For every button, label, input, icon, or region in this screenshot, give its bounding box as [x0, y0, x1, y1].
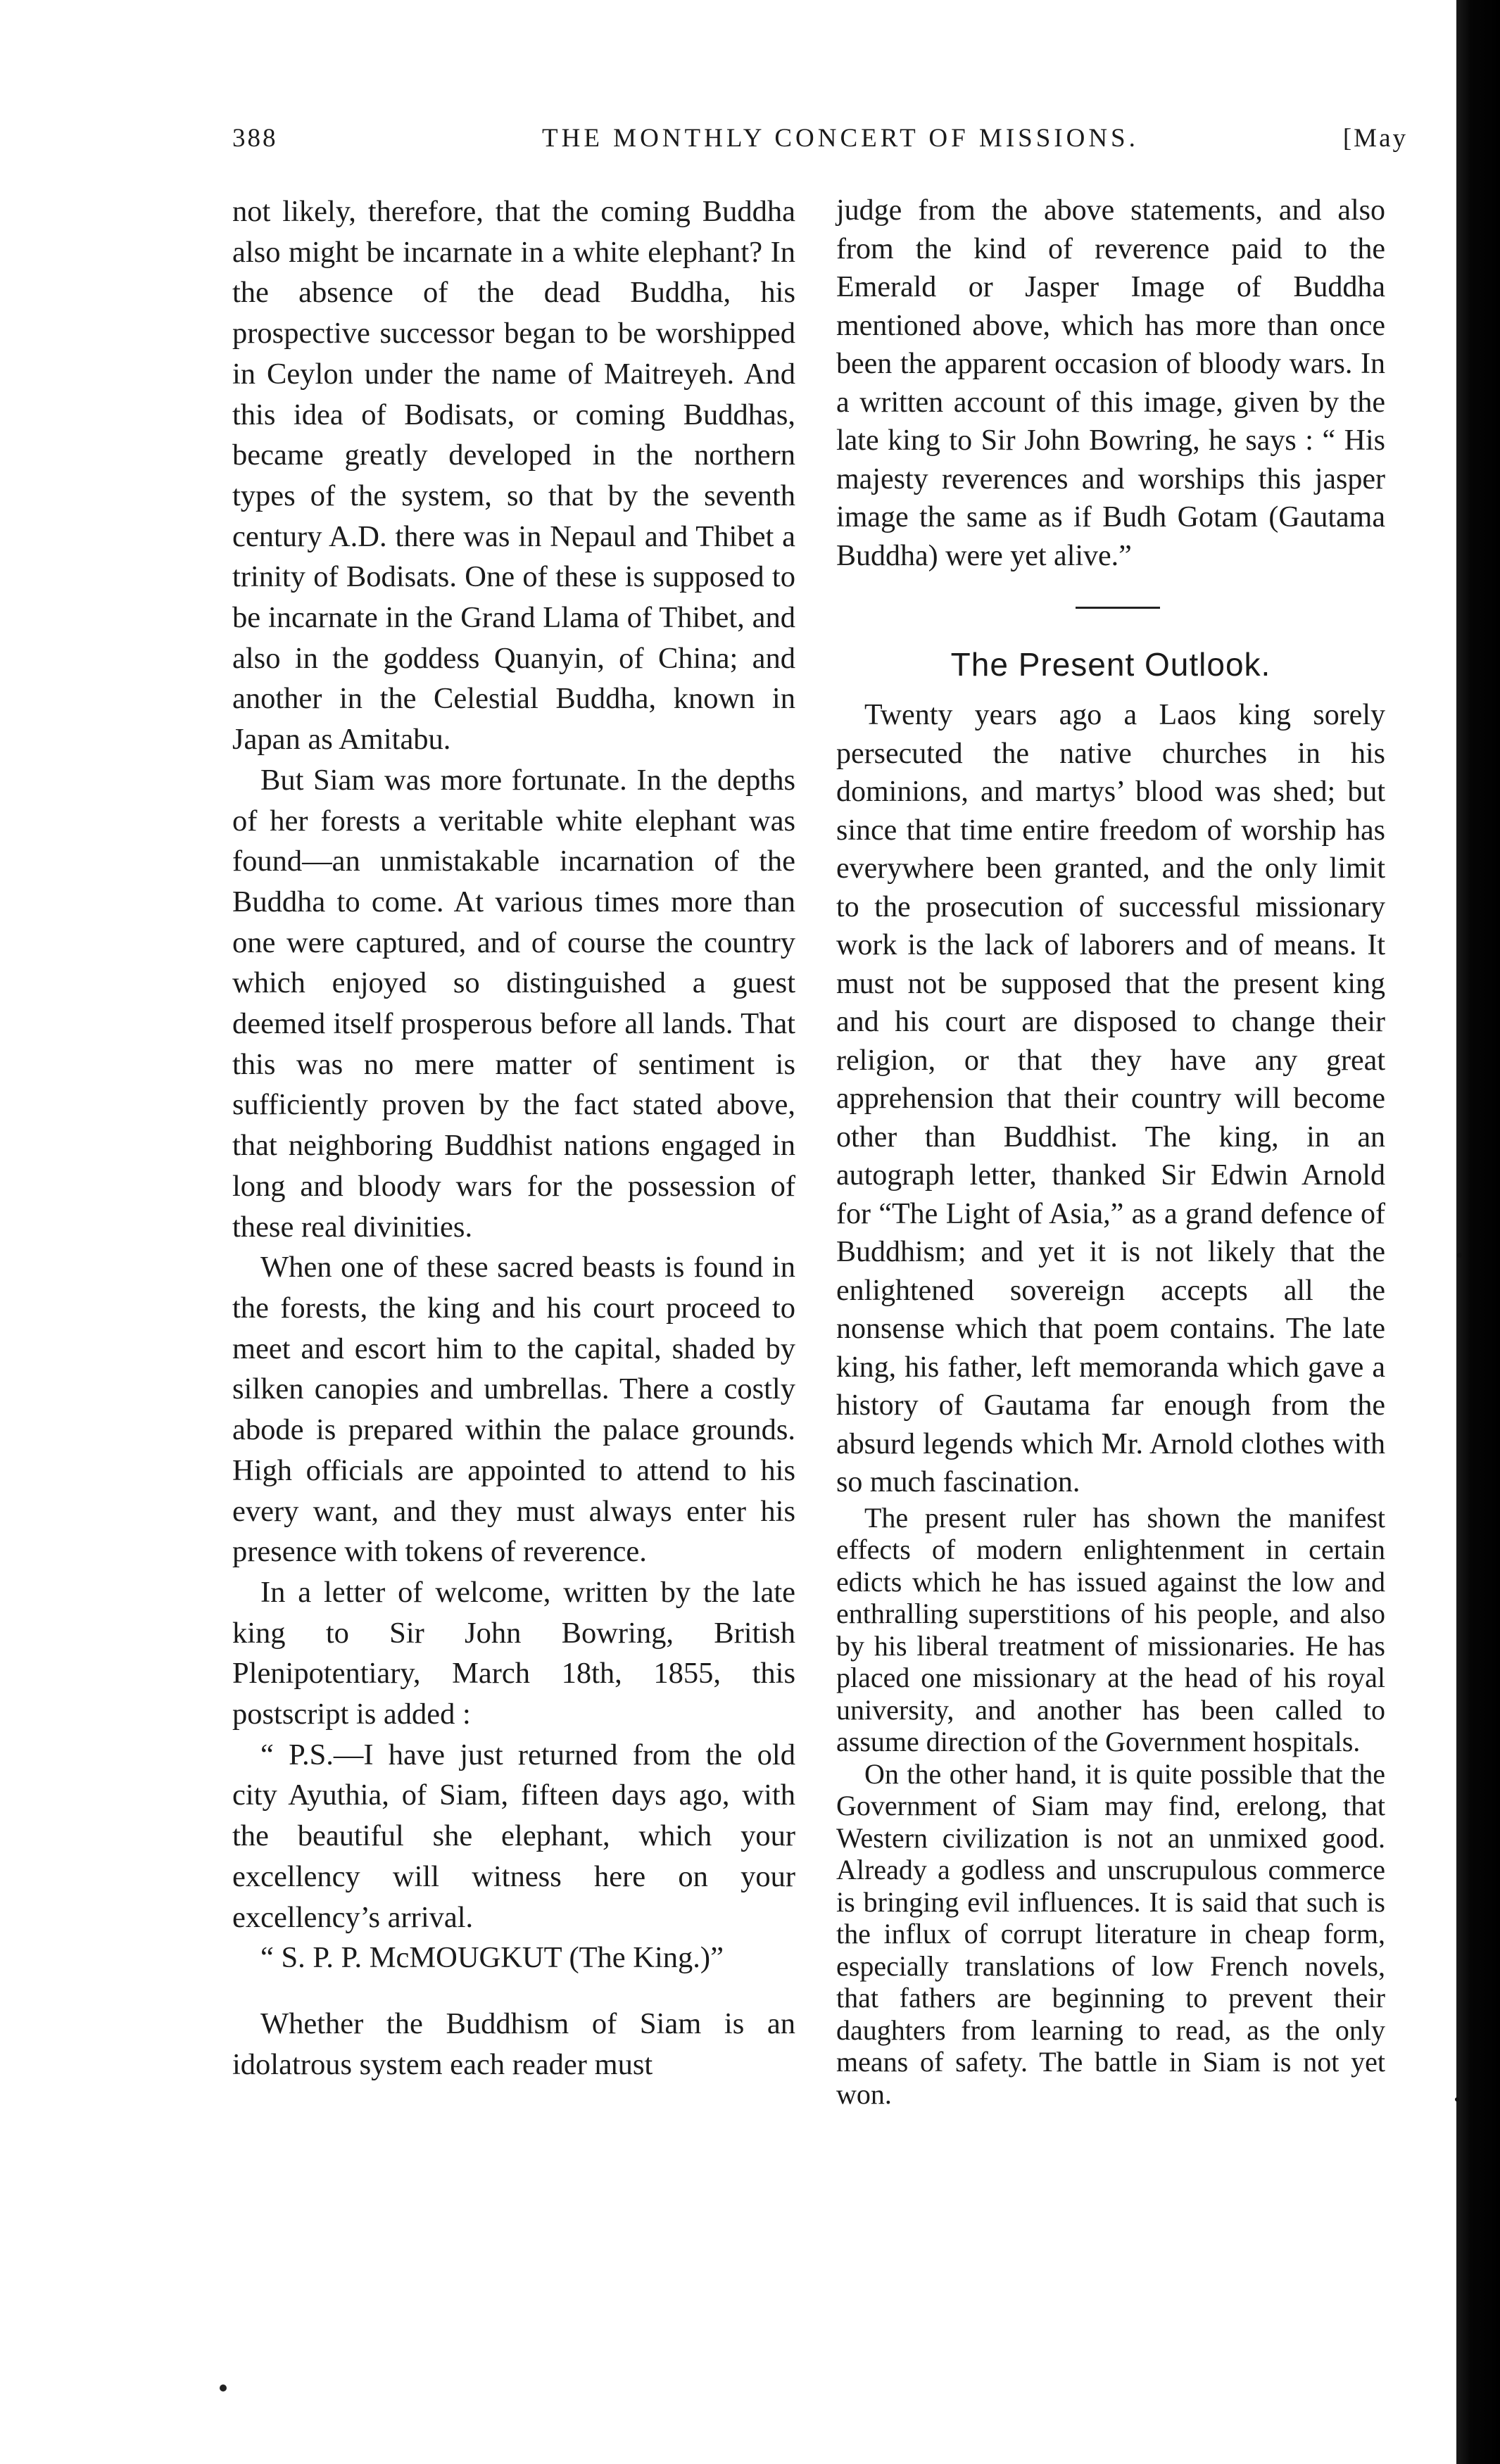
edge-speck [1457, 1253, 1462, 1258]
paragraph: judge from the above statements, and also from the kind of reverence paid to the Emerald or Jasper Image of Buddha mentioned above, which has more than once been the apparent occasion of bloody wars. In a written account of this image, given by the late king to Sir John Bowring, he says : “ His majesty reverences and worships this jasper image the same as if Budh Gotam (Gautama Buddha) were yet alive.” [836, 194, 1385, 572]
section-divider-wrap [836, 575, 1385, 640]
paragraph: In a letter of welcome, written by the late king to Sir John Bowring, British Plenipotentiary, March 18th, 1855, this postscript is added : [232, 1575, 795, 1731]
right-column [836, 191, 1385, 2110]
running-title: THE MONTHLY CONCERT OF MISSIONS. [542, 124, 1139, 153]
running-header [232, 123, 1408, 172]
paragraph: On the other hand, it is quite possible that the Government of Siam may find, erelong, that Western civilization is not an unmixed good. Already a godless and unscrupulous commerce is bringing evil influences. It is said that such is the influx of corrupt literature in cheap form, especially translations of low French novels, that fathers are beginning to prevent their daughters from learning to read, as the only means of safety. The battle in Siam is not yet won. [836, 1757, 1385, 2110]
signature-line: “ S. P. P. McMOUGKUT (The King.)” [260, 1941, 724, 1975]
paragraph: But Siam was more fortunate. In the depths of her forests a veritable white elephant was found—an unmistakable incarnation of the Buddha to come. At various times more than one were captured, and of course the country which enjoyed so distinguished a guest deemed itself prosperous before all lands. That this was no mere matter of sentiment is sufficiently proven by the fact stated above, that neighboring Buddhist nations engaged in long and bloody wars for the possession of these real divinities. [232, 763, 795, 1244]
left-column [232, 191, 795, 2085]
dense-text-block [836, 1502, 1385, 2111]
paragraph: Twenty years ago a Laos king sorely persecuted the native churches in his dominions, and martys’ blood was shed; but since that time entire freedom of worship has everywhere been granted, and the only limit to the prosecution of successful missionary work is the lack of laborers and of means. It must not be supposed that the present king and his court are disposed to change their religion, or that they have any great apprehension that their country will become other than Buddhist. The king, in an autograph letter, thanked Sir Edwin Arnold for “The Light of Asia,” as a grand defence of Buddhism; and yet it is not likely that the enlightened sovereign accepts all the nonsense which that poem contains. The late king, his father, left memoranda which gave a history of Gautama far enough from the absurd legends which Mr. Arnold clothes with so much fascination. [836, 699, 1385, 1498]
section-title: The Present Outlook. [950, 646, 1271, 683]
page-number: 388 [232, 124, 278, 153]
paragraph: not likely, therefore, that the coming Buddha also might be incarnate in a white elephant? In the absence of the dead Buddha, his prospective successor began to be worshipped in Ceylon under the name of Maitreyeh. And this idea of Bodisats, or coming Buddhas, became greatly developed in the northern types of the system, so that by the seventh century A.D. there was in Nepaul and Thibet a trinity of Bodisats. One of these is supposed to be incarnate in the Grand Llama of Thibet, and also in the goddess Quanyin, of China; and another in the Celestial Buddha, known in Japan as Amitabu. [232, 195, 795, 757]
paragraph: When one of these sacred beasts is found in the forests, the king and his court proceed to meet and escort him to the capital, shaded by silken canopies and umbrellas. There a costly abode is prepared within the palace grounds. High officials are appointed to attend to his every want, and they must always enter his presence with tokens of reverence. [232, 1251, 795, 1569]
paragraph: Whether the Buddhism of Siam is an idolatrous system each reader must [232, 2007, 795, 2081]
edge-speck [1455, 2097, 1459, 2102]
page-edge-shadow [1456, 0, 1500, 2464]
quoted-postscript: “ P.S.—I have just returned from the old city Ayuthia, of Siam, fifteen days ago, with the beautiful she elephant, which your excellency will witness here on your excellency’s arrival. [232, 1738, 795, 1934]
paragraph: The present ruler has shown the manifest effects of modern enlightenment in certain edicts which he has issued against the low and enthralling superstitions of his people, and also by his liberal treatment of missionaries. He has placed one missionary at the head of his royal university, and another has been called to assume direction of the Government hospitals. [836, 1501, 1385, 1757]
ink-dot [220, 2384, 227, 2392]
month-label: [May [1342, 124, 1408, 153]
section-divider [1076, 607, 1160, 609]
